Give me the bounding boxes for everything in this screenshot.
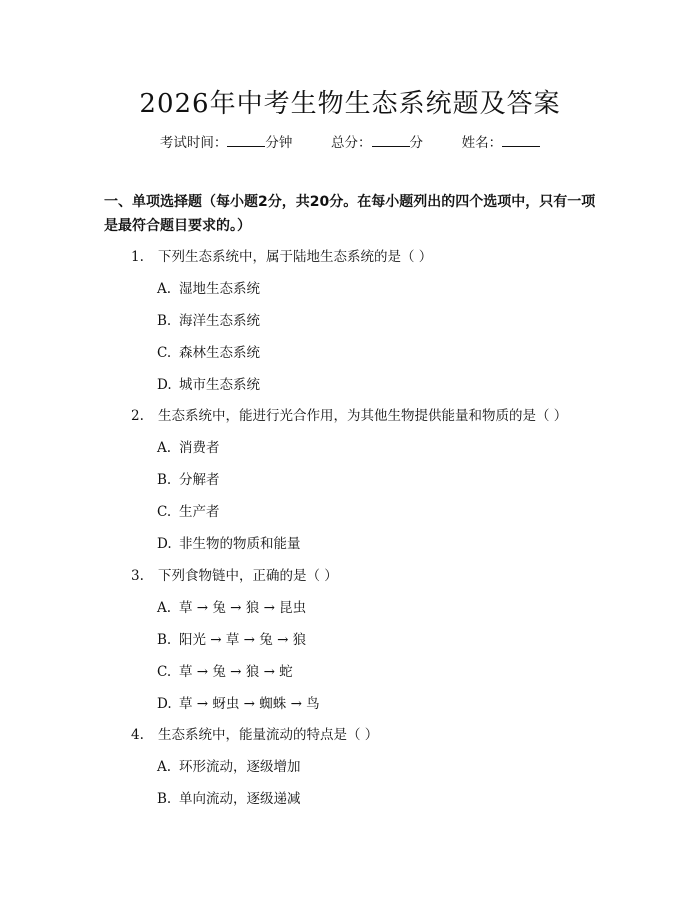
question-1 [131,245,432,265]
option-3a: A. 草 → 兔 → 狼 → 昆虫 [157,600,307,616]
time-blank [227,134,265,147]
question-text: 下列食物链中，正确的是（ ） [158,568,338,584]
time-label: 考试时间： [159,135,228,151]
score-label: 总分： [331,135,372,151]
question-number: 1. [131,249,144,265]
question-number: 3. [131,568,144,584]
score-blank [372,134,410,147]
question-text: 下列生态系统中，属于陆地生态系统的是（ ） [158,249,433,265]
question-text: 生态系统中，能进行光合作用，为其他生物提供能量和物质的是（ ） [158,408,568,424]
name-blank [502,134,540,147]
question-text: 生态系统中，能量流动的特点是（ ） [158,727,379,743]
option-2a: A. 消费者 [157,440,220,456]
option-3d: D. 草 → 蚜虫 → 蜘蛛 → 鸟 [157,696,320,712]
option-2b: B. 分解者 [157,472,220,488]
question-4 [131,723,378,743]
option-3c: C. 草 → 兔 → 狼 → 蛇 [157,664,293,680]
time-unit: 分钟 [265,135,293,151]
exam-info-line [0,131,700,151]
option-1d: D. 城市生态系统 [157,377,260,393]
question-number: 2. [131,408,144,424]
option-2c: C. 生产者 [157,504,220,520]
option-2d: D. 非生物的物质和能量 [157,536,301,552]
option-1b: B. 海洋生态系统 [157,313,260,329]
option-4a: A. 环形流动，逐级增加 [157,759,301,775]
option-3b: B. 阳光 → 草 → 兔 → 狼 [157,632,307,648]
question-3 [131,564,338,584]
question-number: 4. [131,727,144,743]
section-heading: 一、单项选择题（每小题2分，共20分。在每小题列出的四个选项中，只有一项是最符合题目要求的。） [104,194,596,234]
name-label: 姓名： [461,135,503,151]
option-1a: A. 湿地生态系统 [157,281,260,297]
option-4b: B. 单向流动，逐级递减 [157,791,301,807]
option-1c: C. 森林生态系统 [157,345,260,361]
question-2 [131,404,567,424]
score-unit: 分 [409,135,423,151]
page-title: 2026年中考生物生态系统题及答案 [139,89,561,119]
